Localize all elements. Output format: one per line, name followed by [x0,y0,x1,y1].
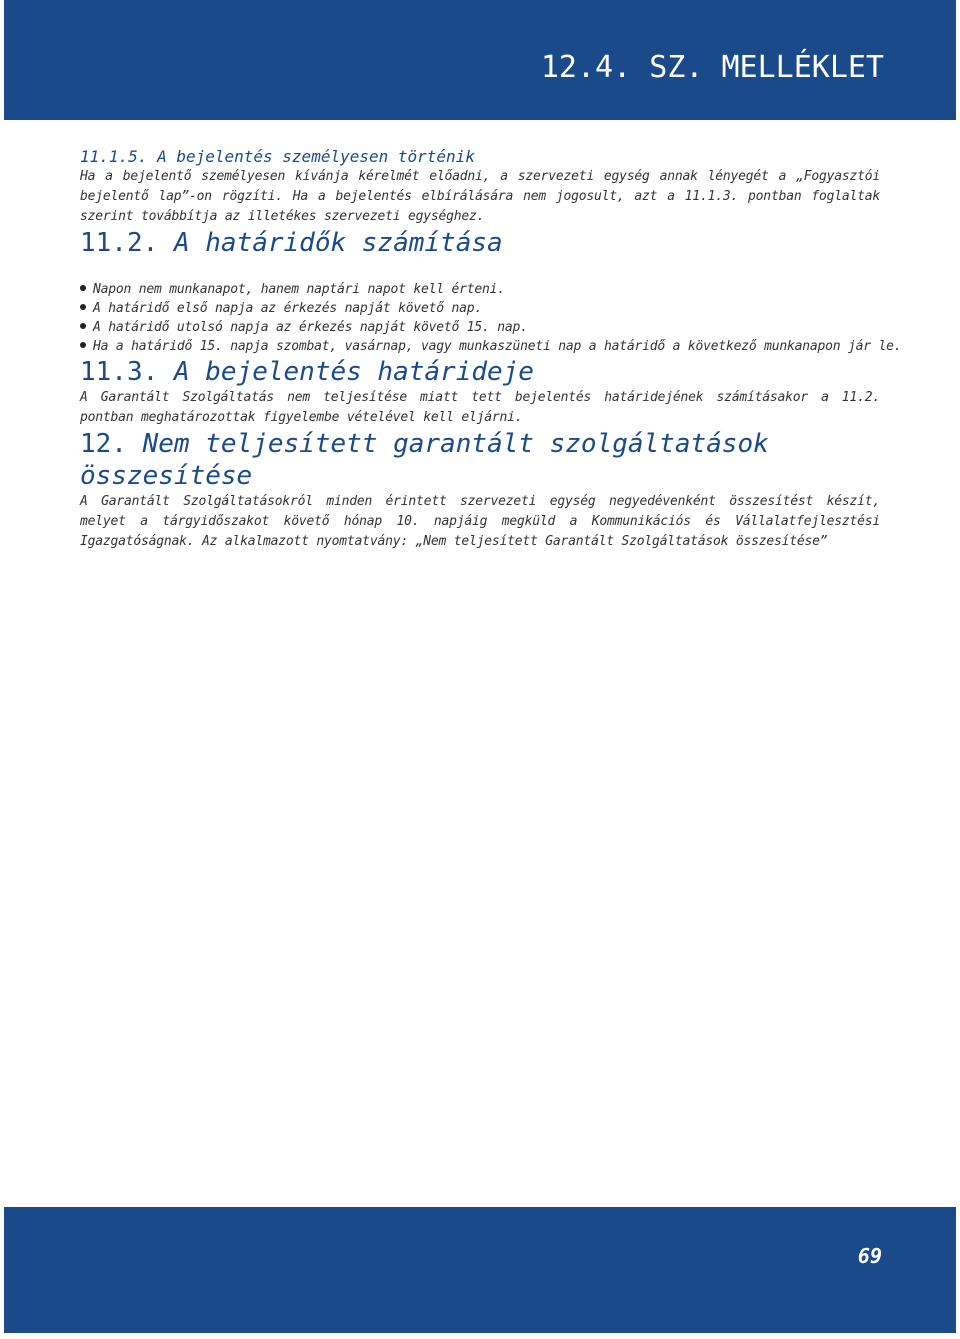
paragraph-11-1-5: Ha a bejelentő személyesen kívánja kérelmét előadni, a szervezeti egység annak lényegét a „Fogyasztói bejelentő lap”-on rögzíti. Ha a bejelentés elbírálására nem jogosult, azt a 11.1.3. pontban foglaltak szerint továbbítja az illetékes szervezeti egységhez. [80,169,880,224]
section-title: A határidők számítása [173,228,503,258]
subsection-heading-11-1-5: 11.1.5. A bejelentés személyesen történik [80,147,475,166]
section-number: 11.3. [80,357,159,387]
section-heading-12 [80,428,880,492]
appendix-title: 12.4. SZ. MELLÉKLET [540,50,884,85]
section-heading-11-3 [80,356,880,388]
footer-band [4,1207,956,1333]
bullet-icon [80,304,86,310]
paragraph-12: A Garantált Szolgáltatásokról minden érintett szervezeti egység negyedévenként összesítést készít, melyet a tárgyidőszakot követő hónap 10. napjáig megküld a Kommunikációs és Vállalatfejlesztési Igazgatóságnak. Az alkalmazott nyomtatvány: „Nem teljesített Garantált Szolgáltatások összesítése” [80,494,880,549]
list-item [80,280,880,299]
list-item [80,299,880,318]
section-number: 12. [80,429,127,459]
section-title: Nem teljesített garantált szolgáltatások összesítése [80,429,769,491]
bullet-icon [80,285,86,291]
list-item [80,337,902,356]
paragraph-11-3: A Garantált Szolgáltatás nem teljesítése miatt tett bejelentés határidejének számításakor a 11.2. pontban meghatározottak figyelembe vételével kell eljárni. [80,390,880,425]
list-item-text: A határidő első napja az érkezés napját követő nap. [93,301,482,316]
list-item-text: Napon nem munkanapot, hanem naptári napot kell érteni. [93,282,505,297]
section-title: A bejelentés határideje [173,357,534,387]
section-number: 11.2. [80,228,159,258]
list-item-text: Ha a határidő 15. napja szombat, vasárnap, vagy munkaszüneti nap a határidő a következő munkanapon jár le. [93,339,902,354]
list-item [80,318,880,337]
deadline-rules-list [80,280,902,356]
list-item-text: A határidő utolsó napja az érkezés napját követő 15. nap. [93,320,528,335]
document-body [80,140,902,552]
section-heading-11-2 [80,227,880,259]
page-number: 69 [857,1244,882,1268]
bullet-icon [80,342,86,348]
bullet-icon [80,323,86,329]
